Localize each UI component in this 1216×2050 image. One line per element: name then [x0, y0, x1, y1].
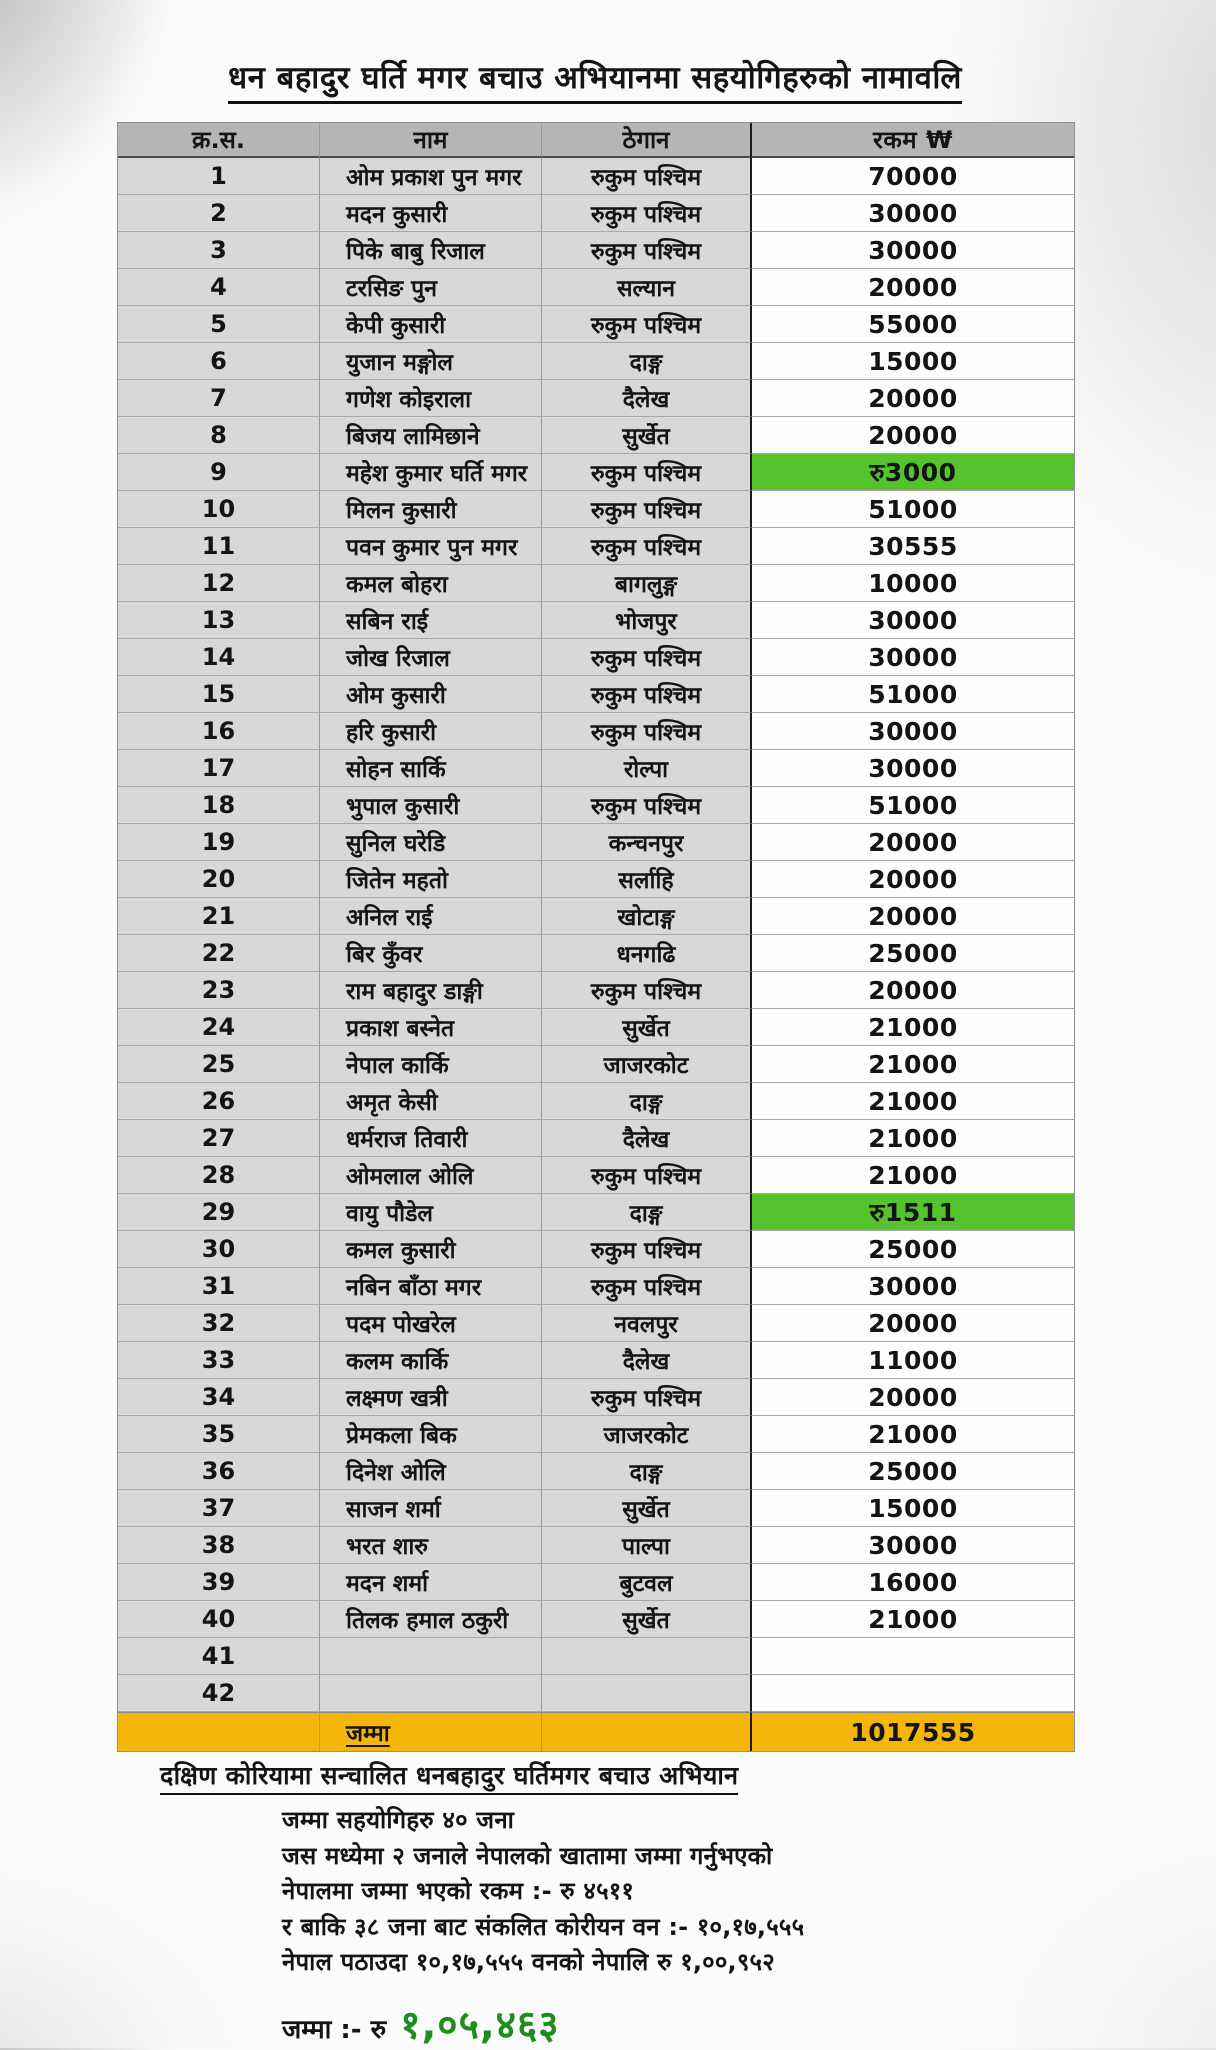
column-header-name: नाम	[320, 123, 542, 158]
table-row	[118, 1453, 1074, 1490]
amount-cell: 30000	[752, 750, 1074, 787]
name-cell: सबिन राई	[320, 602, 542, 639]
address-cell: बागलुङ्ग	[542, 565, 752, 602]
table-row	[118, 1601, 1074, 1638]
address-cell: सुर्खेत	[542, 1009, 752, 1046]
address-cell: दाङ्ग	[542, 1194, 752, 1231]
sn-cell: 3	[118, 232, 320, 269]
sn-cell: 29	[118, 1194, 320, 1231]
table-row	[118, 861, 1074, 898]
table-row	[118, 1083, 1074, 1120]
name-cell: पिके बाबु रिजाल	[320, 232, 542, 269]
amount-cell: 21000	[752, 1416, 1074, 1453]
sn-cell: 36	[118, 1453, 320, 1490]
name-cell: महेश कुमार घर्ति मगर	[320, 454, 542, 491]
table-row	[118, 380, 1074, 417]
table-rows	[118, 158, 1074, 1712]
name-cell: टरसिङ पुन	[320, 269, 542, 306]
sn-cell: 6	[118, 343, 320, 380]
column-header-amount: रकम ₩	[752, 123, 1074, 158]
table-row	[118, 1416, 1074, 1453]
name-cell: मिलन कुसारी	[320, 491, 542, 528]
table-row	[118, 1379, 1074, 1416]
sn-cell: 41	[118, 1638, 320, 1675]
name-cell: बिजय लामिछाने	[320, 417, 542, 454]
sn-cell: 20	[118, 861, 320, 898]
address-cell: रुकुम पश्चिम	[542, 491, 752, 528]
amount-cell: 30000	[752, 232, 1074, 269]
table-row	[118, 1638, 1074, 1675]
sn-cell: 24	[118, 1009, 320, 1046]
name-cell: लक्ष्मण खत्री	[320, 1379, 542, 1416]
amount-cell: 70000	[752, 158, 1074, 195]
table-row	[118, 676, 1074, 713]
amount-cell: 30000	[752, 713, 1074, 750]
amount-cell: 55000	[752, 306, 1074, 343]
name-cell: साजन शर्मा	[320, 1490, 542, 1527]
amount-cell: 51000	[752, 491, 1074, 528]
address-cell: रुकुम पश्चिम	[542, 676, 752, 713]
sn-cell: 21	[118, 898, 320, 935]
amount-cell: 30000	[752, 639, 1074, 676]
amount-cell: 16000	[752, 1564, 1074, 1601]
sn-cell: 38	[118, 1527, 320, 1564]
total-label: जम्मा	[346, 1721, 390, 1747]
name-cell: मदन शर्मा	[320, 1564, 542, 1601]
address-cell: सुर्खेत	[542, 1490, 752, 1527]
name-cell: कलम कार्कि	[320, 1342, 542, 1379]
table-row	[118, 1305, 1074, 1342]
table-row	[118, 1231, 1074, 1268]
sn-cell: 37	[118, 1490, 320, 1527]
amount-cell: 30000	[752, 195, 1074, 232]
address-cell: दाङ्ग	[542, 343, 752, 380]
table-row	[118, 269, 1074, 306]
amount-cell: 20000	[752, 417, 1074, 454]
sn-cell: 2	[118, 195, 320, 232]
address-cell: रुकुम पश्चिम	[542, 1231, 752, 1268]
address-cell: खोटाङ्ग	[542, 898, 752, 935]
sn-cell: 12	[118, 565, 320, 602]
table-row	[118, 750, 1074, 787]
address-cell: धनगढि	[542, 935, 752, 972]
address-cell: पाल्पा	[542, 1527, 752, 1564]
address-cell: भोजपुर	[542, 602, 752, 639]
table-row	[118, 824, 1074, 861]
amount-cell: 15000	[752, 1490, 1074, 1527]
address-cell: सल्यान	[542, 269, 752, 306]
address-cell: रोल्पा	[542, 750, 752, 787]
table-row	[118, 1490, 1074, 1527]
column-header-address: ठेगान	[542, 123, 752, 158]
amount-cell: 20000	[752, 972, 1074, 1009]
amount-cell: 10000	[752, 565, 1074, 602]
amount-cell: रु3000	[752, 454, 1074, 491]
name-cell: केपी कुसारी	[320, 306, 542, 343]
amount-cell: 25000	[752, 1231, 1074, 1268]
name-cell: प्रकाश बस्नेत	[320, 1009, 542, 1046]
column-header-sn: क्र.स.	[118, 123, 320, 158]
table-row	[118, 417, 1074, 454]
name-cell: नबिन बाँठा मगर	[320, 1268, 542, 1305]
name-cell: पवन कुमार पुन मगर	[320, 528, 542, 565]
name-cell	[320, 1638, 542, 1675]
amount-cell: 21000	[752, 1046, 1074, 1083]
footer-line: नेपाल पठाउदा १०,१७,५५५ वनको नेपालि रु १,००,९५२	[282, 1948, 775, 1976]
sn-cell: 15	[118, 676, 320, 713]
sn-cell: 4	[118, 269, 320, 306]
amount-cell: 20000	[752, 269, 1074, 306]
table-row	[118, 787, 1074, 824]
address-cell: दैलेख	[542, 1120, 752, 1157]
table-row	[118, 1342, 1074, 1379]
sn-cell: 22	[118, 935, 320, 972]
name-cell	[320, 1675, 542, 1712]
sn-cell: 27	[118, 1120, 320, 1157]
table-row	[118, 158, 1074, 195]
name-cell: जितेन महतो	[320, 861, 542, 898]
sn-cell: 17	[118, 750, 320, 787]
name-cell: अमृत केसी	[320, 1083, 542, 1120]
name-cell: जोख रिजाल	[320, 639, 542, 676]
address-cell: रुकुम पश्चिम	[542, 528, 752, 565]
footer-line: र बाकि ३८ जना बाट संकलित कोरीयन वन :- १०,१७,५५५	[282, 1912, 805, 1941]
table-row	[118, 195, 1074, 232]
page-title-text: धन बहादुर घर्ति मगर बचाउ अभियानमा सहयोगिहरुको नामावलि	[228, 56, 962, 104]
name-cell: मदन कुसारी	[320, 195, 542, 232]
sn-cell: 10	[118, 491, 320, 528]
address-cell: दैलेख	[542, 1342, 752, 1379]
table-row	[118, 343, 1074, 380]
address-cell: रुकुम पश्चिम	[542, 639, 752, 676]
name-cell: युजान मङ्गोल	[320, 343, 542, 380]
table-row	[118, 1527, 1074, 1564]
amount-cell: 11000	[752, 1342, 1074, 1379]
footer-line: जस मध्येमा २ जनाले नेपालको खातामा जम्मा गर्नुभएको	[282, 1841, 773, 1870]
address-cell: दैलेख	[542, 380, 752, 417]
address-cell: रुकुम पश्चिम	[542, 232, 752, 269]
amount-cell: 51000	[752, 676, 1074, 713]
sn-cell: 28	[118, 1157, 320, 1194]
address-cell: रुकुम पश्चिम	[542, 1268, 752, 1305]
sn-cell: 33	[118, 1342, 320, 1379]
sn-cell: 19	[118, 824, 320, 861]
amount-cell: रु1511	[752, 1194, 1074, 1231]
amount-cell	[752, 1675, 1074, 1712]
amount-cell: 20000	[752, 824, 1074, 861]
amount-cell: 21000	[752, 1120, 1074, 1157]
table-row	[118, 454, 1074, 491]
sn-cell: 25	[118, 1046, 320, 1083]
table-row	[118, 232, 1074, 269]
amount-cell: 20000	[752, 1379, 1074, 1416]
sn-cell: 40	[118, 1601, 320, 1638]
table-row	[118, 898, 1074, 935]
sn-cell: 30	[118, 1231, 320, 1268]
name-cell: तिलक हमाल ठकुरी	[320, 1601, 542, 1638]
name-cell: पदम पोखरेल	[320, 1305, 542, 1342]
table-row	[118, 1564, 1074, 1601]
name-cell: नेपाल कार्कि	[320, 1046, 542, 1083]
grand-total-line	[282, 1997, 1080, 2050]
donor-table	[117, 122, 1075, 1752]
address-cell: रुकुम पश्चिम	[542, 787, 752, 824]
sn-cell: 16	[118, 713, 320, 750]
table-row	[118, 1675, 1074, 1712]
name-cell: सोहन सार्कि	[320, 750, 542, 787]
sn-cell: 1	[118, 158, 320, 195]
table-row	[118, 1009, 1074, 1046]
address-cell	[542, 1638, 752, 1675]
address-cell: रुकुम पश्चिम	[542, 713, 752, 750]
sn-cell: 14	[118, 639, 320, 676]
total-row	[118, 1712, 1074, 1751]
grand-total-value: १,०५,४६३	[400, 2002, 560, 2048]
page-title	[117, 56, 1073, 104]
amount-cell: 20000	[752, 380, 1074, 417]
sn-cell: 39	[118, 1564, 320, 1601]
sn-cell: 13	[118, 602, 320, 639]
name-cell: दिनेश ओलि	[320, 1453, 542, 1490]
amount-cell: 21000	[752, 1157, 1074, 1194]
table-row	[118, 306, 1074, 343]
table-row	[118, 1120, 1074, 1157]
name-cell: ओम प्रकाश पुन मगर	[320, 158, 542, 195]
amount-cell: 30000	[752, 1268, 1074, 1305]
table-row	[118, 935, 1074, 972]
address-cell: सुर्खेत	[542, 417, 752, 454]
address-cell: रुकुम पश्चिम	[542, 972, 752, 1009]
address-cell: जाजरकोट	[542, 1046, 752, 1083]
amount-cell: 30000	[752, 602, 1074, 639]
name-cell: ओम कुसारी	[320, 676, 542, 713]
table-row	[118, 639, 1074, 676]
table-row	[118, 1157, 1074, 1194]
name-cell: सुनिल घरेडि	[320, 824, 542, 861]
sn-cell: 23	[118, 972, 320, 1009]
sn-cell: 32	[118, 1305, 320, 1342]
name-cell: राम बहादुर डाङ्गी	[320, 972, 542, 1009]
name-cell: भुपाल कुसारी	[320, 787, 542, 824]
amount-cell: 51000	[752, 787, 1074, 824]
footer-line: नेपालमा जम्मा भएको रकम :- रु ४५११	[282, 1877, 635, 1905]
address-cell: रुकुम पश्चिम	[542, 195, 752, 232]
amount-cell: 20000	[752, 898, 1074, 935]
sn-cell: 18	[118, 787, 320, 824]
address-cell: सुर्खेत	[542, 1601, 752, 1638]
amount-cell: 30000	[752, 1527, 1074, 1564]
total-empty-sn	[118, 1712, 320, 1751]
address-cell	[542, 1675, 752, 1712]
grand-total-prefix: जम्मा :- रु	[282, 2014, 387, 2045]
footer-summary	[160, 1758, 1080, 2050]
name-cell: बिर कुँवर	[320, 935, 542, 972]
amount-cell: 20000	[752, 861, 1074, 898]
address-cell: बुटवल	[542, 1564, 752, 1601]
table-row	[118, 528, 1074, 565]
address-cell: कन्चनपुर	[542, 824, 752, 861]
sn-cell: 26	[118, 1083, 320, 1120]
amount-cell: 21000	[752, 1083, 1074, 1120]
sn-cell: 11	[118, 528, 320, 565]
sn-cell: 31	[118, 1268, 320, 1305]
address-cell: जाजरकोट	[542, 1416, 752, 1453]
sn-cell: 7	[118, 380, 320, 417]
amount-cell: 25000	[752, 1453, 1074, 1490]
table-row	[118, 491, 1074, 528]
table-row	[118, 565, 1074, 602]
amount-cell: 25000	[752, 935, 1074, 972]
amount-cell: 21000	[752, 1009, 1074, 1046]
amount-cell: 30555	[752, 528, 1074, 565]
table-row	[118, 1268, 1074, 1305]
name-cell: अनिल राई	[320, 898, 542, 935]
amount-cell	[752, 1638, 1074, 1675]
name-cell: भरत शारु	[320, 1527, 542, 1564]
address-cell: रुकुम पश्चिम	[542, 454, 752, 491]
footer-line: जम्मा सहयोगिहरु ४० जना	[282, 1806, 515, 1834]
sn-cell: 8	[118, 417, 320, 454]
name-cell: ओमलाल ओलि	[320, 1157, 542, 1194]
footer-heading: दक्षिण कोरियामा सन्चालित धनबहादुर घर्तिमगर बचाउ अभियान	[160, 1758, 738, 1795]
address-cell: रुकुम पश्चिम	[542, 1379, 752, 1416]
name-cell: धर्मराज तिवारी	[320, 1120, 542, 1157]
address-cell: सर्लाहि	[542, 861, 752, 898]
table-row	[118, 1046, 1074, 1083]
address-cell: रुकुम पश्चिम	[542, 1157, 752, 1194]
table-row	[118, 1194, 1074, 1231]
table-row	[118, 602, 1074, 639]
address-cell: रुकुम पश्चिम	[542, 158, 752, 195]
address-cell: दाङ्ग	[542, 1453, 752, 1490]
address-cell: रुकुम पश्चिम	[542, 306, 752, 343]
table-row	[118, 713, 1074, 750]
table-header-row	[118, 123, 1074, 158]
name-cell: प्रेमकला बिक	[320, 1416, 542, 1453]
name-cell: हरि कुसारी	[320, 713, 542, 750]
name-cell: कमल कुसारी	[320, 1231, 542, 1268]
name-cell: कमल बोहरा	[320, 565, 542, 602]
address-cell: नवलपुर	[542, 1305, 752, 1342]
sn-cell: 34	[118, 1379, 320, 1416]
sn-cell: 35	[118, 1416, 320, 1453]
sn-cell: 5	[118, 306, 320, 343]
amount-cell: 20000	[752, 1305, 1074, 1342]
name-cell: वायु पौडेल	[320, 1194, 542, 1231]
total-amount: 1017555	[752, 1712, 1074, 1751]
name-cell: गणेश कोइराला	[320, 380, 542, 417]
sn-cell: 42	[118, 1675, 320, 1712]
footer-lines	[282, 1803, 1080, 1981]
sn-cell: 9	[118, 454, 320, 491]
total-label-cell	[320, 1712, 542, 1751]
total-empty-address	[542, 1712, 752, 1751]
table-row	[118, 972, 1074, 1009]
address-cell: दाङ्ग	[542, 1083, 752, 1120]
amount-cell: 15000	[752, 343, 1074, 380]
amount-cell: 21000	[752, 1601, 1074, 1638]
